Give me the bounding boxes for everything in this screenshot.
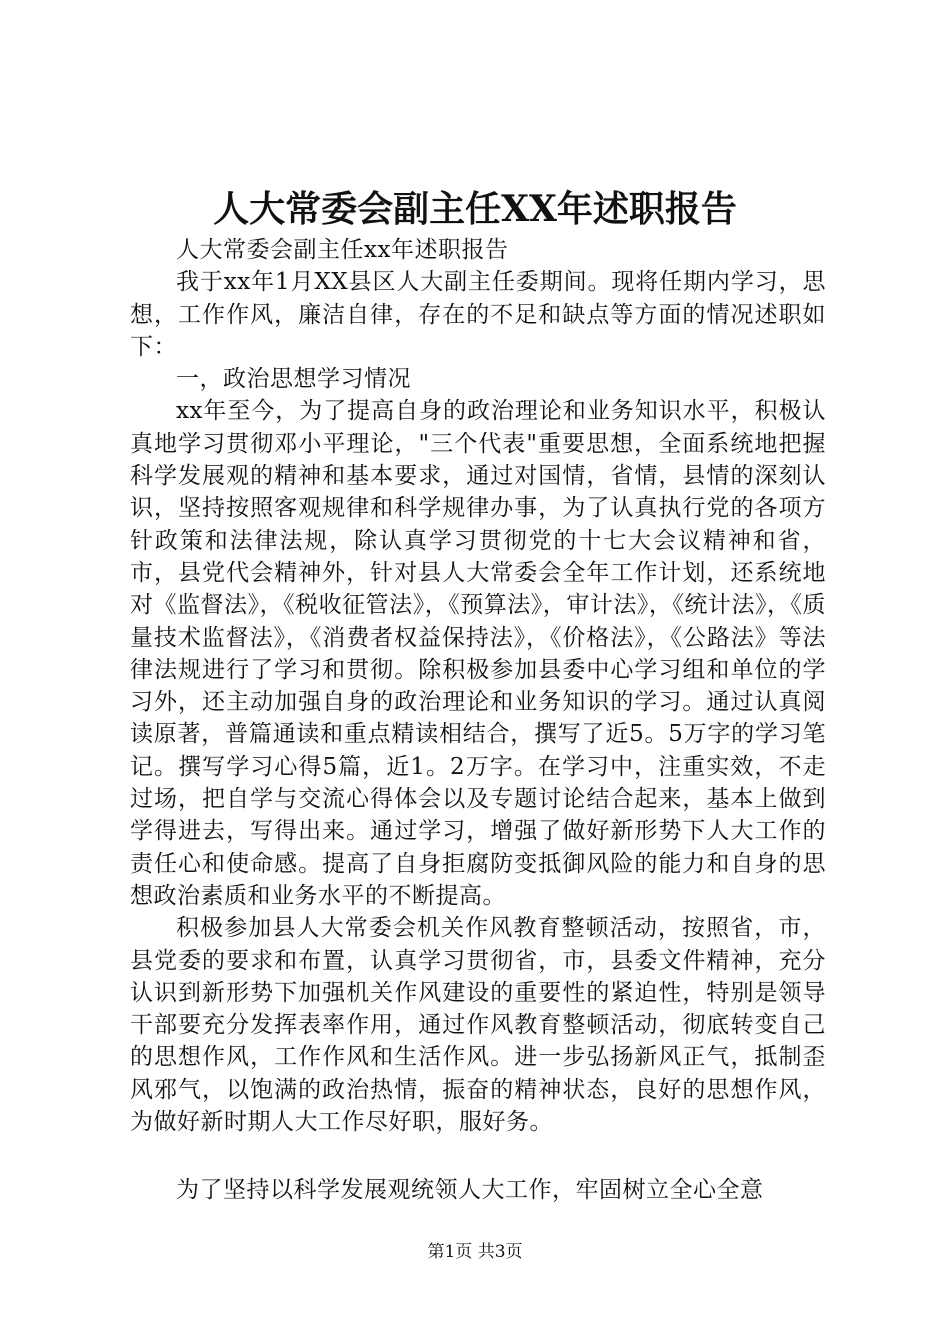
section-heading: 一，政治思想学习情况 <box>176 366 411 393</box>
document-body <box>130 234 826 1207</box>
paragraph-work-style: 积极参加县人大常委会机关作风教育整顿活动，按照省，市，县党委的要求和布置，认真学习贯彻省，市，县委文件精神，充分认识到新形势下加强机关作风建设的重要性的紧迫性，特别是领导干部要充分发挥表率作用，通过作风教育整顿活动，彻底转变自己的思想作风，工作作风和生活作风。进一步弘扬新风正气，抵制歪风邪气，以饱满的政治热情，振奋的精神状态，良好的思想作风，为做好新时期人大工作尽好职，服好务。 <box>130 915 826 1136</box>
page-footer: 第1页 共3页 <box>427 1242 523 1262</box>
document-title: 人大常委会副主任XX年述职报告 <box>213 188 737 230</box>
paragraph-intro: 我于xx年1月XX县区人大副主任委期间。现将任期内学习，思想，工作作风，廉洁自律，存在的不足和缺点等方面的情况述职如下： <box>130 269 826 360</box>
paragraph-study: xx年至今，为了提高自身的政治理论和业务知识水平，积极认真地学习贯彻邓小平理论，"三个代表"重要思想，全面系统地把握科学发展观的精神和基本要求，通过对国情，省情，县情的深刻认识，坚持按照客观规律和科学规律办事，为了认真执行党的各项方针政策和法律法规，除认真学习贯彻党的十七大会议精神和省，市，县党代会精神外，针对县人大常委会全年工作计划，还系统地对《监督法》，《税收征管法》，《预算法》，审计法》，《统计法》，《质量技术监督法》，《消费者权益保持法》，《价格法》，《公路法》等法律法规进行了学习和贯彻。除积极参加县委中心学习组和单位的学习外，还主动加强自身的政治理论和业务知识的学习。通过认真阅读原著，普篇通读和重点精读相结合，撰写了近5。5万字的学习笔记。撰写学习心得5篇，近1。2万字。在学习中，注重实效，不走过场，把自学与交流心得体会以及专题讨论结合起来，基本上做到学得进去，写得出来。通过学习，增强了做好新形势下人大工作的责任心和使命感。提高了自身拒腐防变抵御风险的能力和自身的思想政治素质和业务水平的不断提高。 <box>130 398 826 909</box>
paragraph-subtitle: 人大常委会副主任xx年述职报告 <box>176 237 509 263</box>
paragraph-continued: 为了坚持以科学发展观统领人大工作，牢固树立全心全意 <box>176 1177 764 1204</box>
